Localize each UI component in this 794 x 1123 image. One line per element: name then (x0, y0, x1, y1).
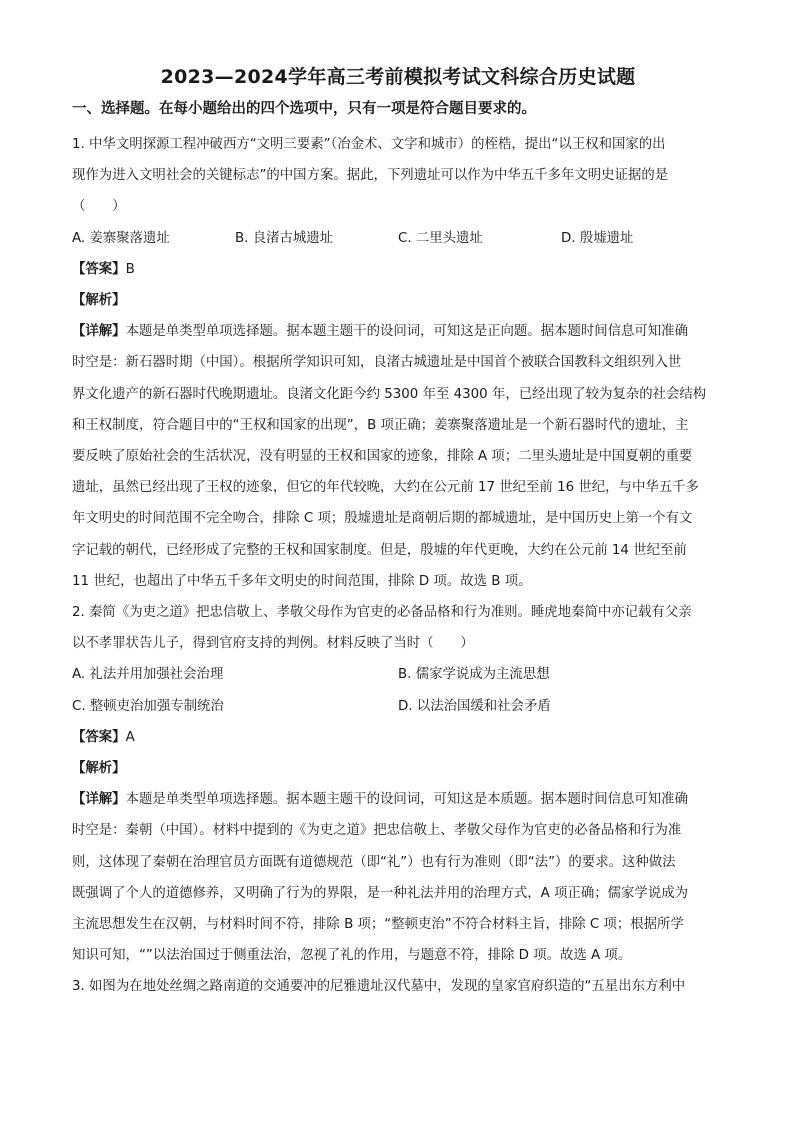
q2-option-a: A. 礼法并用加强社会治理 (72, 667, 224, 683)
q2-option-c: C. 整顿吏治加强专制统治 (72, 698, 224, 714)
question-2 (72, 597, 724, 971)
q2-answer-value: A (125, 729, 135, 745)
q2-detail-line: 知识可知，“”以法治国过于侧重法治，忽视了礼的作用，与题意不符，排除 D 项。故选 A 项。 (72, 948, 632, 964)
q1-stem-line: （ ） (72, 199, 126, 215)
q1-detail-line: 年文明史的时间范围不完全吻合，排除 C 项；殷墟遗址是商朝后期的都城遗址，是中国历史上第一个有文 (72, 511, 693, 527)
q1-options (72, 223, 724, 254)
q1-answer (72, 254, 724, 285)
q2-option-b: B. 儒家学说成为主流思想 (398, 667, 550, 683)
q2-answer (72, 722, 724, 753)
analysis-label: 【解析】 (72, 293, 126, 309)
q1-detail-line: 字记载的朝代，已经形成了完整的王权和国家制度。但是，殷墟的年代更晚，大约在公元前 14 世纪至前 (72, 542, 687, 558)
analysis-label: 【解析】 (72, 761, 126, 777)
q2-detail-line: 时空是：秦朝（中国）。材料中提到的《为吏之道》把忠信敬上、孝敬父母作为官吏的必备品格和行为准 (72, 823, 682, 839)
q1-option-d: D. 殷墟遗址 (561, 230, 634, 246)
q1-detail-line: 时空是：新石器时期（中国）。根据所学知识可知，良渚古城遗址是中国首个被联合国教科文组织列入世 (72, 355, 682, 371)
question-1 (72, 129, 724, 597)
q1-option-b: B. 良渚古城遗址 (235, 230, 334, 246)
q1-detail-line: 要反映了原始社会的生活状况，没有明显的王权和国家的迹象，排除 A 项；二里头遗址是中国夏朝的重要 (72, 449, 693, 465)
q1-detail-line: 界文化遗产的新石器时代晚期遗址。良渚文化距今约 5300 年至 4300 年，已经出现了较为复杂的社会结构 (72, 386, 707, 402)
q1-answer-value: B (125, 261, 135, 277)
q1-stem-line: 现作为进入文明社会的关键标志”的中国方案。据此，下列遗址可以作为中华五千多年文明史证据的是 (72, 168, 669, 184)
q1-option-a: A. 姜寨聚落遗址 (72, 230, 170, 246)
q2-detail-line: 主流思想发生在汉朝，与材料时间不符，排除 B 项；“整顿吏治”不符合材料主旨，排除 C 项；根据所学 (72, 917, 684, 933)
q1-detail-line (72, 316, 724, 347)
q2-option-d: D. 以法治国缓和社会矛盾 (398, 698, 551, 714)
q1-stem-line: 1. 中华文明探源工程冲破西方“文明三要素”（冶金术、文字和城市）的桎梏，提出“以王权和国家的出 (72, 137, 666, 152)
q1-detail-line: 11 世纪，也超出了中华五千多年文明史的时间范围，排除 D 项。故选 B 项。 (72, 573, 532, 589)
q2-options-row (72, 659, 724, 690)
q2-options-row (72, 691, 724, 722)
q1-option-c: C. 二里头遗址 (398, 230, 483, 246)
detail-label: 【详解】 (72, 792, 126, 808)
answer-label: 【答案】 (72, 729, 126, 745)
q1-detail-line: 遗址，虽然已经出现了王权的迹象，但它的年代较晚，大约在公元前 17 世纪至前 16 世纪，与中华五千多 (72, 480, 699, 496)
q1-detail-line: 和王权制度，符合题目中的“王权和国家的出现”，B 项正确；姜寨聚落遗址是一个新石器时代的遗址，主 (72, 417, 689, 433)
section-heading: 一、选择题。在每小题给出的四个选项中，只有一项是符合题目要求的。 (72, 101, 536, 117)
q2-analysis (72, 753, 724, 784)
q2-detail-line: 则，这体现了秦朝在治理官员方面既有道德规范（即“礼”）也有行为准则（即“法”）的要求。这种做法 (72, 854, 676, 870)
page-title: 2023—2024学年高三考前模拟考试文科综合历史试题 (160, 66, 636, 88)
q2-detail-line (72, 784, 724, 815)
q3-stem-line: 3. 如图为在地处丝绸之路南道的交通要冲的尼雅遗址汉代墓中，发现的皇家官府织造的“五星出东方利中 (72, 979, 686, 995)
q1-detail-text: 本题是单类型单项选择题。据本题主题干的设问词，可知这是正向题。据本题时间信息可知准确 (125, 324, 688, 340)
q2-detail-text: 本题是单类型单项选择题。据本题主题干的设问词，可知这是本质题。据本题时间信息可知准确 (125, 792, 688, 808)
q2-stem-line: 2. 秦简《为吏之道》把忠信敬上、孝敬父母作为官吏的必备品格和行为准则。睡虎地秦简中亦记载有父亲 (72, 605, 692, 621)
exam-page (72, 64, 724, 1003)
answer-label: 【答案】 (72, 261, 126, 277)
q1-analysis (72, 285, 724, 316)
question-3 (72, 971, 724, 1002)
detail-label: 【详解】 (72, 324, 126, 340)
q2-detail-line: 既强调了个人的道德修养，又明确了行为的界限，是一种礼法并用的治理方式，A 项正确；儒家学说成为 (72, 885, 688, 901)
q2-stem-line: 以不孝罪状告儿子，得到官府支持的判例。材料反映了当时（ ） (72, 636, 474, 652)
